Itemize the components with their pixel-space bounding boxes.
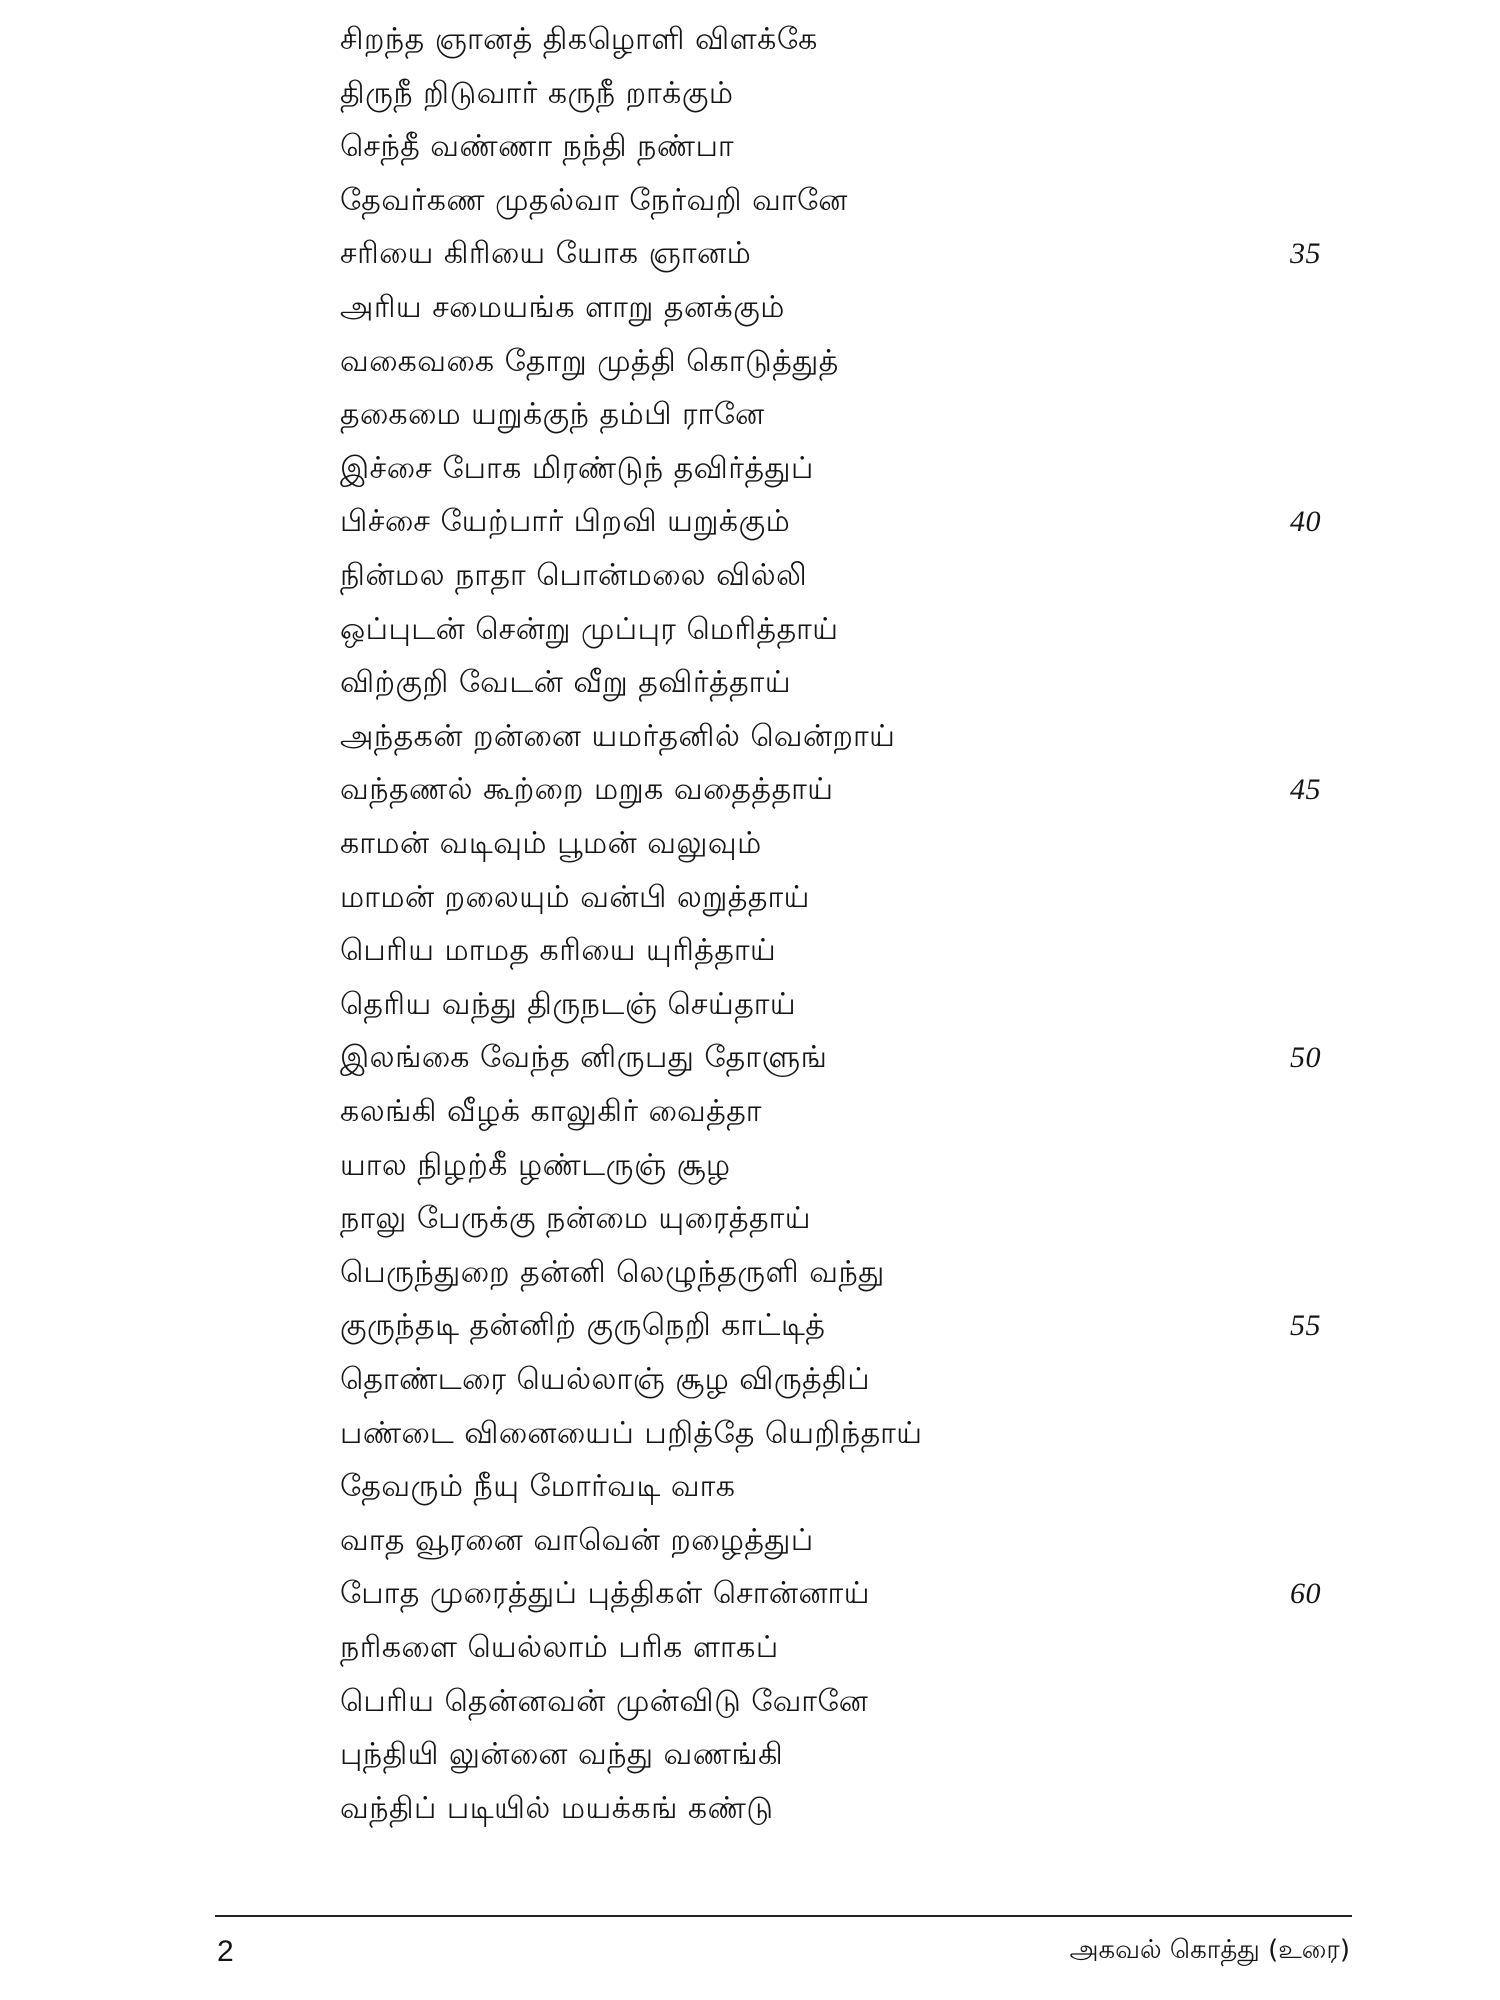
poem-line-text: காமன் வடிவும் பூமன் வலுவும் [340,826,762,861]
poem-line-text: தொண்டரை யெல்லாஞ் சூழ விருத்திப் [340,1362,871,1397]
poem-line [340,1298,1340,1354]
poem-line [340,119,1340,175]
poem-line-text: தகைமை யறுக்குந் தம்பி ரானே [340,397,765,433]
poem-line [340,1513,1340,1569]
poem-line-text: வந்தணல் கூற்றை மறுக வதைத்தாய் [340,772,834,808]
poem-line-text: இச்சை போக மிரண்டுந் தவிர்த்துப் [340,450,814,486]
poem-line [340,280,1340,336]
poem-line [340,548,1340,604]
poem-line [340,1459,1340,1515]
line-number: 55 [1290,1309,1321,1343]
poem-line [340,1084,1340,1140]
poem-line-text: ஒப்புடன் சென்று முப்புர மெரித்தாய் [340,611,839,647]
poem-line [340,977,1340,1033]
poem-line [340,1030,1340,1086]
line-number: 50 [1290,1041,1321,1075]
poem-line-text: தேவர்கண முதல்வா நேர்வறி வானே [340,182,848,218]
line-number: 40 [1290,505,1321,539]
poem-line [340,1245,1340,1301]
poem-line [340,66,1340,122]
poem-line-text: பண்டை வினையைப் பறித்தே யெறிந்தாய் [340,1415,923,1451]
poem-line-text: சரியை கிரியை யோக ஞானம் [340,236,752,272]
footer-divider [215,1915,1352,1917]
poem-line-text: சிறந்த ஞானத் திகழொளி விளக்கே [340,22,818,57]
poem-line-text: வாத வூரனை வாவென் றழைத்துப் [340,1522,814,1558]
poem-line-text: பெரிய தென்னவன் முன்விடு வோனே [340,1683,869,1719]
poem-line-text: பிச்சை யேற்பார் பிறவி யறுக்கும் [340,504,791,540]
poem-line-text: நாலு பேருக்கு நன்மை யுரைத்தாய் [340,1201,811,1237]
poem-line-text: அரிய சமையங்க ளாறு தனக்கும் [340,290,785,325]
poem-line [340,173,1340,229]
poem-line [340,1620,1340,1676]
poem-line [340,1566,1340,1622]
poem-line-text: தெரிய வந்து திருநடஞ் செய்தாய் [340,986,797,1022]
poem-line [340,1727,1340,1783]
poem-line-text: குருந்தடி தன்னிற் குருநெறி காட்டித் [340,1308,826,1344]
poem-line [340,12,1340,68]
poem-line-text: வந்திப் படியில் மயக்கங் கண்டு [340,1790,774,1826]
poem-line [340,870,1340,926]
poem-line [340,816,1340,872]
poem-line-text: நின்மல நாதா பொன்மலை வில்லி [340,558,808,593]
poem-line [340,762,1340,818]
line-number: 45 [1290,773,1321,807]
poem-line-text: புந்தியி லுன்னை வந்து வணங்கி [340,1737,784,1773]
poem-line-text: விற்குறி வேடன் வீறு தவிர்த்தாய் [340,665,792,701]
poem-line-text: யால நிழற்கீ ழண்டருஞ் சூழ [340,1147,731,1183]
poem-line [340,494,1340,550]
poem-line [340,1352,1340,1408]
poem-line [340,1674,1340,1730]
poem-line [340,602,1340,658]
poem-line-text: பெருந்துறை தன்னி லெழுந்தருளி வந்து [340,1254,885,1290]
poem-line [340,387,1340,443]
poem-line-text: அந்தகன் றன்னை யமர்தனில் வென்றாய் [340,718,896,754]
poem-line [340,1191,1340,1247]
poem-line [340,1138,1340,1194]
page-number: 2 [217,1935,234,1968]
line-number: 60 [1290,1577,1321,1611]
poem-line-text: வகைவகை தோறு முத்தி கொடுத்துத் [340,343,839,379]
poem-line [340,1406,1340,1462]
poem-line-text: தேவரும் நீயு மோர்வடி வாக [340,1469,736,1505]
poem-line-text: போத முரைத்துப் புத்திகள் சொன்னாய் [340,1576,870,1612]
poem-line-text: மாமன் றலையும் வன்பி லறுத்தாய் [340,879,810,915]
poem-line [340,226,1340,282]
poem-line [340,923,1340,979]
poem-line [340,441,1340,497]
line-number: 35 [1290,237,1321,271]
poem-line [340,1781,1340,1837]
poem-line-text: இலங்கை வேந்த னிருபது தோளுங் [340,1040,828,1076]
poem-line [340,334,1340,390]
poem-line-text: செந்தீ வண்ணா நந்தி நண்பா [340,129,735,165]
poem-line-text: நரிகளை யெல்லாம் பரிக ளாகப் [340,1630,779,1665]
poem-line-text: திருநீ றிடுவார் கருநீ றாக்கும் [340,75,734,111]
poem-line-text: பெரிய மாமத கரியை யுரித்தாய் [340,933,777,969]
running-title: அகவல் கொத்து (உரை) [1069,1935,1350,1965]
poem-line-text: கலங்கி வீழக் காலுகிர் வைத்தா [340,1094,762,1129]
poem-line [340,709,1340,765]
poem-line [340,655,1340,711]
